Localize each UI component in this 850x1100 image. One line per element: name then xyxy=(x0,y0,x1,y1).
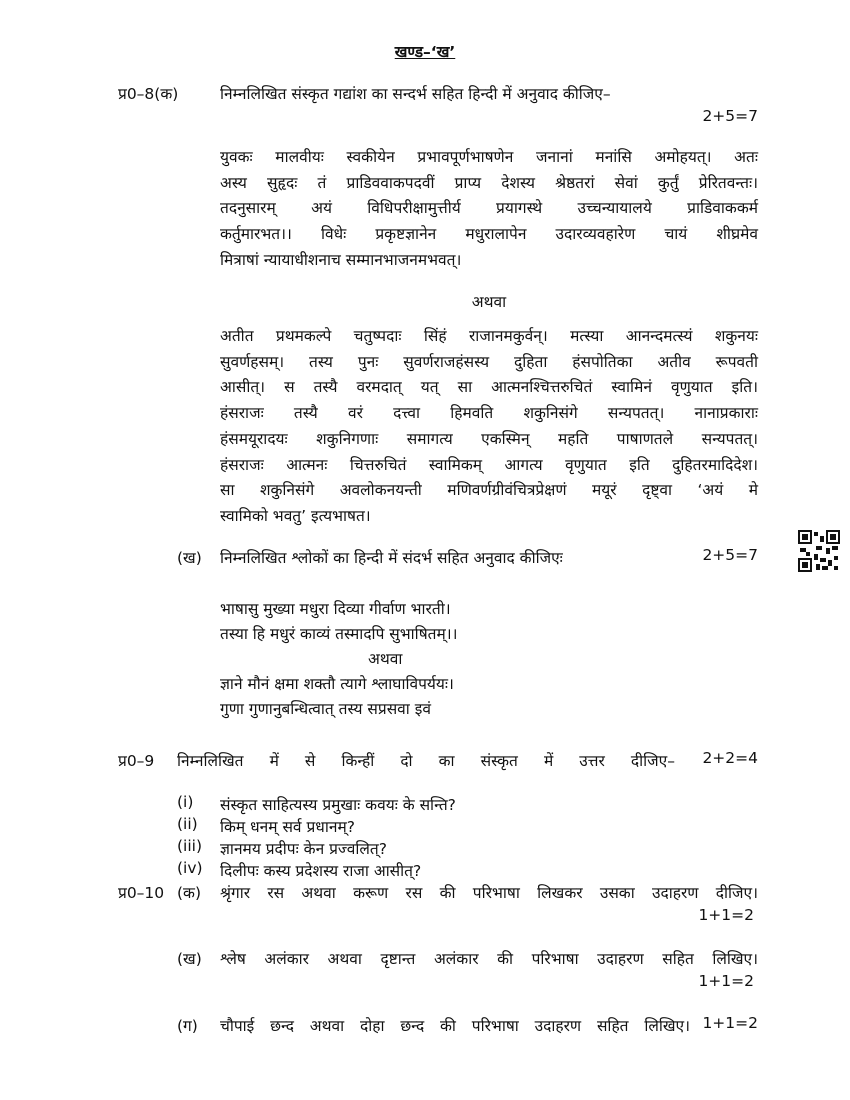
passage-line: हंसराजः तस्यै वरं दत्त्वा हिमवति शकुनिसंगे सन्यपतत्। नानाप्रकाराः xyxy=(220,404,758,423)
q10-number: प्र0–10 xyxy=(118,884,165,902)
qr-code-icon xyxy=(798,530,840,572)
q9-item-text: ज्ञानमय प्रदीपः केन प्रज्वलित्? xyxy=(220,840,387,858)
q10b-text: श्लेष अलंकार अथवा दृष्टान्त अलंकार की परिभाषा उदाहरण सहित लिखिए। xyxy=(220,950,758,968)
q10c-label: (ग) xyxy=(177,1017,198,1035)
verse-2-line-1: ज्ञाने मौनं क्षमा शक्तौ त्यागे श्लाघाविपर्ययः। xyxy=(220,675,454,693)
q8-number: प्र0–8(क) xyxy=(118,85,179,103)
q9-item-label: (iv) xyxy=(177,859,203,877)
verse-1-line-2: तस्या हि मधुरं काव्यं तस्मादपि सुभाषितम्।। xyxy=(220,625,458,643)
q10a-marks: 1+1=2 xyxy=(698,906,754,924)
passage-line: कर्तुमारभत।। विधेः प्रकृष्टज्ञानेन मधुरालापेन उदारव्यवहारेण चायं शीघ्रमेव xyxy=(220,225,758,244)
q8-marks: 2+5=7 xyxy=(702,107,758,125)
or-divider-2: अथवा xyxy=(368,650,403,668)
q10c-marks: 1+1=2 xyxy=(702,1014,758,1032)
q10b-label: (ख) xyxy=(177,950,202,968)
or-divider-1: अथवा xyxy=(471,293,507,311)
passage-line: सा शकुनिसंगे अवलोकनयन्ती मणिवर्णग्रीवंचित्रप्रेक्षणं मयूरं दृष्ट्वा ‘अयं मे xyxy=(220,481,758,500)
q10a-text: श्रृंगार रस अथवा करूण रस की परिभाषा लिखकर उसका उदाहरण दीजिए। xyxy=(220,884,758,902)
q9-item-text: संस्कृत साहित्यस्य प्रमुखाः कवयः के सन्ति? xyxy=(220,796,456,814)
passage-line: अस्य सुहृदः तं प्राडिववाकपदवीं प्राप्य देशस्य श्रेष्ठतरां सेवां कुर्तुं प्रेरितवन्तः। xyxy=(220,173,758,192)
q9-item-label: (i) xyxy=(177,793,194,811)
q9-instruction: निम्नलिखित में से किन्हीं दो का संस्कृत में उत्तर दीजिए– xyxy=(177,752,675,770)
section-heading: खण्ड–‘ख’ xyxy=(394,43,456,61)
verse-2-line-2: गुणा गुणानुबन्धित्वात् तस्य सप्रसवा इवं xyxy=(220,700,431,718)
passage-line: तदनुसारम् अयं विधिपरीक्षामुत्तीर्य प्रयागस्थे उच्चन्यायालये प्राडिवाककर्म xyxy=(220,199,758,218)
q8b-marks: 2+5=7 xyxy=(702,546,758,564)
q9-marks: 2+2=4 xyxy=(702,749,758,767)
q8-instruction: निम्नलिखित संस्कृत गद्यांश का सन्दर्भ सहित हिन्दी में अनुवाद कीजिए– xyxy=(220,85,611,103)
passage-line: सुवर्णहसम्। तस्य पुनः सुवर्णराजहंसस्य दुहिता हंसपोतिका अतीव रूपवती xyxy=(220,352,758,371)
passage-line: हंसमयूरादयः शकुनिगणाः समागत्य एकस्मिन् महति पाषाणतले सन्यपतत्। xyxy=(220,429,758,448)
passage-line: मित्राषां न्यायाधीशनाच सम्मानभाजनमभवत्। xyxy=(220,250,462,269)
q8b-instruction: निम्नलिखित श्लोकों का हिन्दी में संदर्भ सहित अनुवाद कीजिएः xyxy=(220,549,563,567)
q9-item-label: (ii) xyxy=(177,815,198,833)
q10b-marks: 1+1=2 xyxy=(698,972,754,990)
verse-1-line-1: भाषासु मुख्या मधुरा दिव्या गीर्वाण भारती। xyxy=(220,600,451,618)
passage-line: हंसराजः आत्मनः चित्तरुचितं स्वामिकम् आगत्य वृणुयात इति दुहितरमादिदेश। xyxy=(220,455,758,474)
passage-line: अतीत प्रथमकल्पे चतुष्पदाः सिंहं राजानमकुर्वन्। मत्स्या आनन्दमत्स्यं शकुनयः xyxy=(220,327,758,345)
q8b-label: (ख) xyxy=(177,549,202,567)
q8-passage-2 xyxy=(220,324,758,530)
passage-line: आसीत्। स तस्यै वरमदात् यत् सा आत्मनश्चित्तरुचितं स्वामिनं वृणुयात इति। xyxy=(220,378,758,397)
passage-line: युवकः मालवीयः स्वकीयेन प्रभावपूर्णभाषणेन जनानां मनांसि अमोहयत्। अतः xyxy=(220,148,758,166)
q9-item-label: (iii) xyxy=(177,837,203,855)
q10c-text: चौपाई छन्द अथवा दोहा छन्द की परिभाषा उदाहरण सहित लिखिए। xyxy=(220,1017,690,1035)
q9-number: प्र0–9 xyxy=(118,752,155,770)
q10a-label: (क) xyxy=(177,884,201,902)
passage-line: स्वामिको भवतु’ इत्यभाषत। xyxy=(220,506,371,525)
q9-item-text: दिलीपः कस्य प्रदेशस्य राजा आसीत्? xyxy=(220,862,422,880)
q9-item-text: किम् धनम् सर्व प्रधानम्? xyxy=(220,818,355,836)
q8-passage-1 xyxy=(220,145,758,274)
